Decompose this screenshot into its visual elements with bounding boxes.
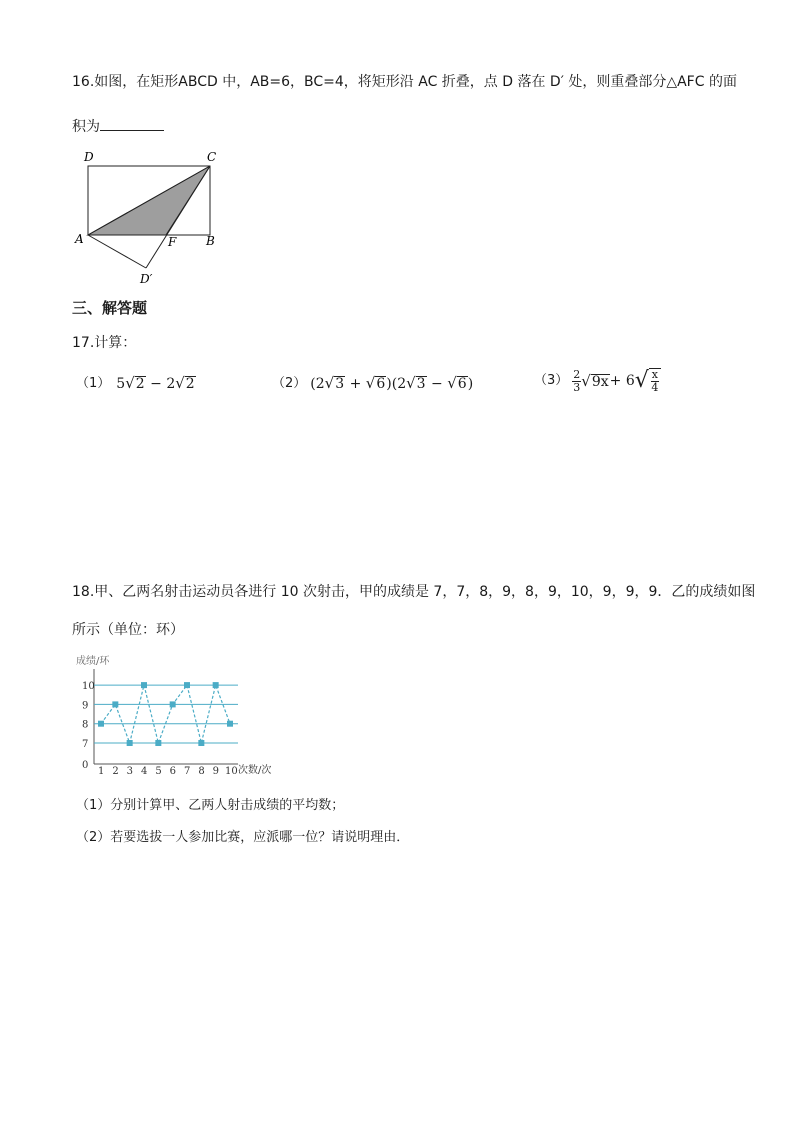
y-tick-label: 0 (82, 760, 89, 771)
q16-line1: 16.如图，在矩形ABCD 中，AB=6，BC=4，将矩形沿 AC 折叠，点 D 落在 D′ 处，则重叠部分△AFC 的面 (72, 74, 737, 90)
q17-part3 (534, 368, 661, 394)
radical-sign: √ (406, 374, 416, 392)
expr-minus: − (426, 376, 448, 392)
q16-line2 (72, 116, 164, 136)
label-b: B (206, 234, 215, 248)
y-tick-label: 7 (82, 739, 89, 750)
radical-sign: √ (581, 372, 591, 390)
radicand: 9x (591, 373, 609, 390)
expr-plus: + (345, 376, 366, 392)
q17-part1 (76, 375, 196, 392)
expr-mid: )(2 (386, 376, 407, 392)
label-f: F (168, 235, 177, 249)
fraction-two-thirds (572, 369, 581, 394)
radicand: 3 (335, 376, 345, 392)
radical-sign: √ (447, 374, 457, 392)
y-axis-label: 成绩/环 (76, 656, 110, 667)
frac-numerator: 2 (573, 367, 581, 381)
label-a: A (75, 232, 84, 246)
section-heading: 三、解答题 (72, 299, 148, 317)
x-tick-label: 1 (98, 766, 105, 776)
data-point (170, 701, 176, 707)
q17-part1-label: （1） (76, 375, 111, 391)
q18-sub1: （1）分别计算甲、乙两人射击成绩的平均数； (76, 798, 345, 813)
data-point (112, 701, 118, 707)
y-tick-label: 8 (82, 719, 89, 731)
radical-sign: √ (125, 374, 135, 392)
expr-open: (2 (310, 376, 325, 392)
data-point (98, 721, 104, 727)
frac-denominator: 3 (573, 380, 581, 394)
q17-part2-label: （2） (272, 375, 307, 391)
answer-blank (100, 116, 164, 131)
q17-part3-label: （3） (534, 373, 569, 388)
q16-figure (70, 145, 230, 290)
data-point (184, 682, 190, 688)
radical-sign: √ (634, 368, 649, 393)
x-axis-label: 次数/次 (238, 765, 272, 776)
q17-part2-expression (310, 375, 473, 392)
series-line (101, 685, 230, 743)
radicand: 6 (376, 376, 386, 392)
data-point (227, 721, 233, 727)
x-tick-label: 2 (112, 766, 119, 776)
label-d: D (84, 150, 94, 164)
frac-numerator: x (651, 368, 658, 381)
q17-part3-expression (572, 368, 661, 394)
radicand: 6 (457, 376, 467, 392)
x-tick-label: 7 (184, 766, 191, 776)
fraction-x-over-4 (651, 369, 659, 394)
data-point (198, 740, 204, 746)
radicand-fraction (649, 368, 661, 394)
q18-line1: 18.甲、乙两名射击运动员各进行 10 次射击，甲的成绩是 7，7，8，9，8，9，10，9，9，9．乙的成绩如图 (72, 584, 756, 600)
q18-sub2: （2）若要选拔一人参加比赛，应派哪一位？请说明理由． (76, 830, 410, 845)
x-tick-label: 4 (141, 766, 148, 776)
data-point (141, 682, 147, 688)
x-tick-label: 6 (169, 766, 177, 776)
q17-part2 (272, 375, 473, 392)
radicand: 2 (185, 376, 195, 392)
data-point (213, 682, 219, 688)
x-tick-label: 10 (225, 766, 238, 776)
radicand: 2 (135, 376, 145, 392)
q17-part1-expression (116, 375, 195, 392)
q17-title: 17.计算： (72, 335, 137, 351)
expr-plus: + 6 (609, 373, 635, 389)
label-c: C (207, 150, 217, 164)
q18-line2: 所示（单位：环） (72, 622, 184, 638)
x-tick-label: 8 (198, 766, 205, 776)
expr-close: ) (467, 376, 474, 392)
x-tick-label: 5 (155, 766, 162, 776)
coef-5: 5 (116, 376, 126, 392)
radicand: 3 (416, 376, 426, 392)
frac-denominator: 4 (651, 381, 659, 394)
radical-sign: √ (324, 374, 335, 392)
y-tick-label: 9 (82, 700, 89, 712)
segment-ad-prime (88, 235, 146, 268)
label-d-prime: D′ (140, 272, 153, 286)
score-chart (72, 651, 282, 776)
radical-sign: √ (365, 374, 376, 392)
q16-area-prompt: 积为 (72, 119, 100, 135)
x-tick-label: 9 (212, 766, 220, 776)
data-point (155, 740, 161, 746)
y-tick-label: 10 (82, 681, 95, 693)
data-point (127, 740, 133, 746)
minus-term: − 2 (145, 376, 176, 392)
radical-sign: √ (175, 374, 185, 392)
x-tick-label: 3 (126, 766, 134, 776)
